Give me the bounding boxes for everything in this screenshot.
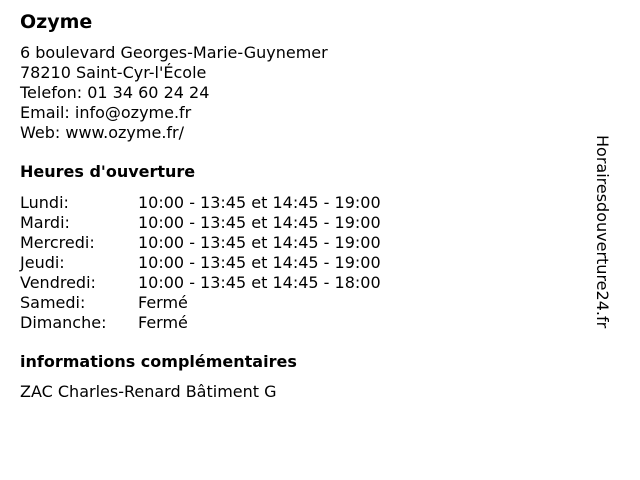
hours-row [20, 313, 600, 333]
hours-day: Mercredi: [20, 233, 95, 252]
hours-time: 10:00 - 13:45 et 14:45 - 19:00 [138, 253, 381, 272]
hours-row [20, 273, 600, 293]
hours-heading: Heures d'ouverture [20, 162, 196, 181]
business-address [20, 43, 600, 143]
hours-day: Samedi: [20, 293, 86, 312]
business-card [20, 10, 600, 402]
address-city: 78210 Saint-Cyr-l'École [20, 63, 207, 82]
hours-time: 10:00 - 13:45 et 14:45 - 19:00 [138, 193, 381, 212]
hours-table [20, 193, 600, 333]
site-watermark: Horairesdouverture24.fr [593, 135, 612, 329]
hours-row [20, 233, 600, 253]
hours-time: 10:00 - 13:45 et 14:45 - 19:00 [138, 213, 381, 232]
extra-info-heading: informations complémentaires [20, 352, 297, 371]
phone-line: Telefon: 01 34 60 24 24 [20, 83, 210, 102]
web-line: Web: www.ozyme.fr/ [20, 123, 185, 142]
email-line: Email: info@ozyme.fr [20, 103, 192, 122]
hours-day: Vendredi: [20, 273, 96, 292]
address-street: 6 boulevard Georges-Marie-Guynemer [20, 43, 328, 62]
extra-info-text: ZAC Charles-Renard Bâtiment G [20, 382, 277, 401]
hours-day: Jeudi: [20, 253, 65, 272]
hours-row [20, 253, 600, 273]
business-name: Ozyme [20, 11, 93, 33]
hours-row [20, 193, 600, 213]
hours-time: 10:00 - 13:45 et 14:45 - 19:00 [138, 233, 381, 252]
hours-time: Fermé [138, 293, 188, 312]
hours-day: Mardi: [20, 213, 70, 232]
hours-day: Dimanche: [20, 313, 107, 332]
hours-day: Lundi: [20, 193, 69, 212]
hours-row [20, 293, 600, 313]
hours-row [20, 213, 600, 233]
hours-time: 10:00 - 13:45 et 14:45 - 18:00 [138, 273, 381, 292]
hours-time: Fermé [138, 313, 188, 332]
